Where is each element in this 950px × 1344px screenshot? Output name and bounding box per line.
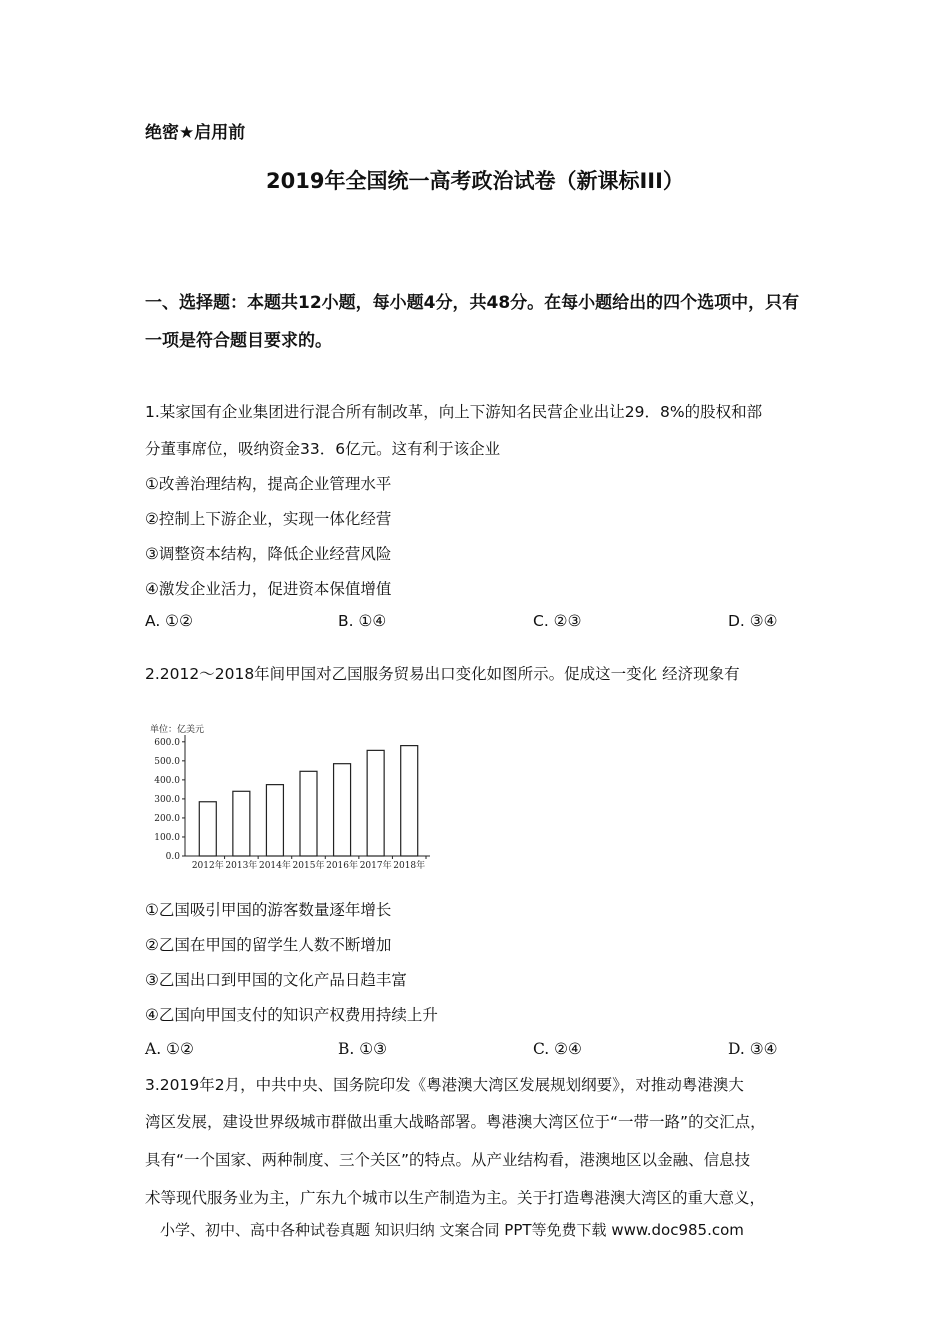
q1-stem-line1: 1.某家国有企业集团进行混合所有制改革，向上下游知名民营企业出让29．8%的股权和部 xyxy=(145,403,763,421)
q3-stem-line1: 3.2019年2月，中共中央、国务院印发《粤港澳大湾区发展规划纲要》，对推动粤港澳大 xyxy=(145,1076,744,1094)
bar-2013年 xyxy=(233,791,250,856)
y-tick-label: 300.0 xyxy=(154,794,180,805)
service-trade-bar-chart xyxy=(145,708,445,870)
x-tick-label: 2018年 xyxy=(393,861,426,870)
q1-option-c: C. ②③ xyxy=(533,612,582,630)
bar-2018年 xyxy=(401,746,418,856)
y-tick-label: 600.0 xyxy=(154,737,180,748)
x-tick-label: 2017年 xyxy=(359,861,392,870)
x-tick-label: 2014年 xyxy=(258,861,291,870)
q1-item-1: ①改善治理结构，提高企业管理水平 xyxy=(145,475,392,493)
q1-stem-line2: 分董事席位，吸纳资金33．6亿元。这有利于该企业 xyxy=(145,440,501,458)
bar-2014年 xyxy=(266,785,283,856)
q1-option-b: B. ①④ xyxy=(338,612,387,630)
section-heading: 一、选择题：本题共12小题，每小题4分，共48分。在每小题给出的四个选项中，只有一项是符合题目要求的。 xyxy=(145,293,800,351)
bar-2015年 xyxy=(300,771,317,856)
q1-item-2: ②控制上下游企业，实现一体化经营 xyxy=(145,510,392,528)
bar-2016年 xyxy=(334,764,351,856)
q1-item-3: ③调整资本结构，降低企业经营风险 xyxy=(145,545,392,563)
q3-stem-line3: 具有“一个国家、两种制度、三个关区”的特点。从产业结构看，港澳地区以金融、信息技 xyxy=(145,1151,751,1169)
bar-2012年 xyxy=(199,802,216,856)
y-tick-label: 500.0 xyxy=(154,756,180,767)
x-tick-label: 2013年 xyxy=(225,861,258,870)
x-tick-label: 2012年 xyxy=(191,861,224,870)
y-tick-label: 400.0 xyxy=(154,775,180,786)
exam-title: 2019年全国统一高考政治试卷（新课标III） xyxy=(266,169,684,193)
q1-item-4: ④激发企业活力，促进资本保值增值 xyxy=(145,580,392,598)
q2-option-c: C. ②④ xyxy=(533,1040,582,1058)
confidential-label: 绝密★启用前 xyxy=(145,123,246,143)
y-tick-label: 100.0 xyxy=(154,832,180,843)
chart-unit-label: 单位：亿美元 xyxy=(150,725,205,735)
q3-stem-line4: 术等现代服务业为主，广东九个城市以生产制造为主。关于打造粤港澳大湾区的重大意义， xyxy=(145,1189,766,1207)
y-tick-label: 200.0 xyxy=(154,813,180,824)
q2-item-2: ②乙国在甲国的留学生人数不断增加 xyxy=(145,936,392,954)
q2-item-3: ③乙国出口到甲国的文化产品日趋丰富 xyxy=(145,971,407,989)
y-tick-label: 0.0 xyxy=(165,852,180,862)
bar-2017年 xyxy=(367,750,384,856)
q2-option-b: B. ①③ xyxy=(338,1040,388,1058)
q2-item-4: ④乙国向甲国支付的知识产权费用持续上升 xyxy=(145,1006,438,1024)
q1-option-a: A. ①② xyxy=(145,612,193,630)
footer-ad: 小学、初中、高中各种试卷真题 知识归纳 文案合同 PPT等免费下载 www.doc985.com xyxy=(160,1221,744,1239)
q2-stem-line1: 2.2012～2018年间甲国对乙国服务贸易出口变化如图所示。促成这一变化 经济现象有 xyxy=(145,665,740,683)
x-tick-label: 2015年 xyxy=(292,861,325,870)
q2-option-a: A. ①② xyxy=(145,1040,194,1058)
x-tick-label: 2016年 xyxy=(326,861,359,870)
q1-option-d: D. ③④ xyxy=(728,612,778,630)
q3-stem-line2: 湾区发展，建设世界级城市群做出重大战略部署。粤港澳大湾区位于“一带一路”的交汇点， xyxy=(145,1113,766,1131)
q2-option-d: D. ③④ xyxy=(728,1040,778,1058)
q2-item-1: ①乙国吸引甲国的游客数量逐年增长 xyxy=(145,901,392,919)
